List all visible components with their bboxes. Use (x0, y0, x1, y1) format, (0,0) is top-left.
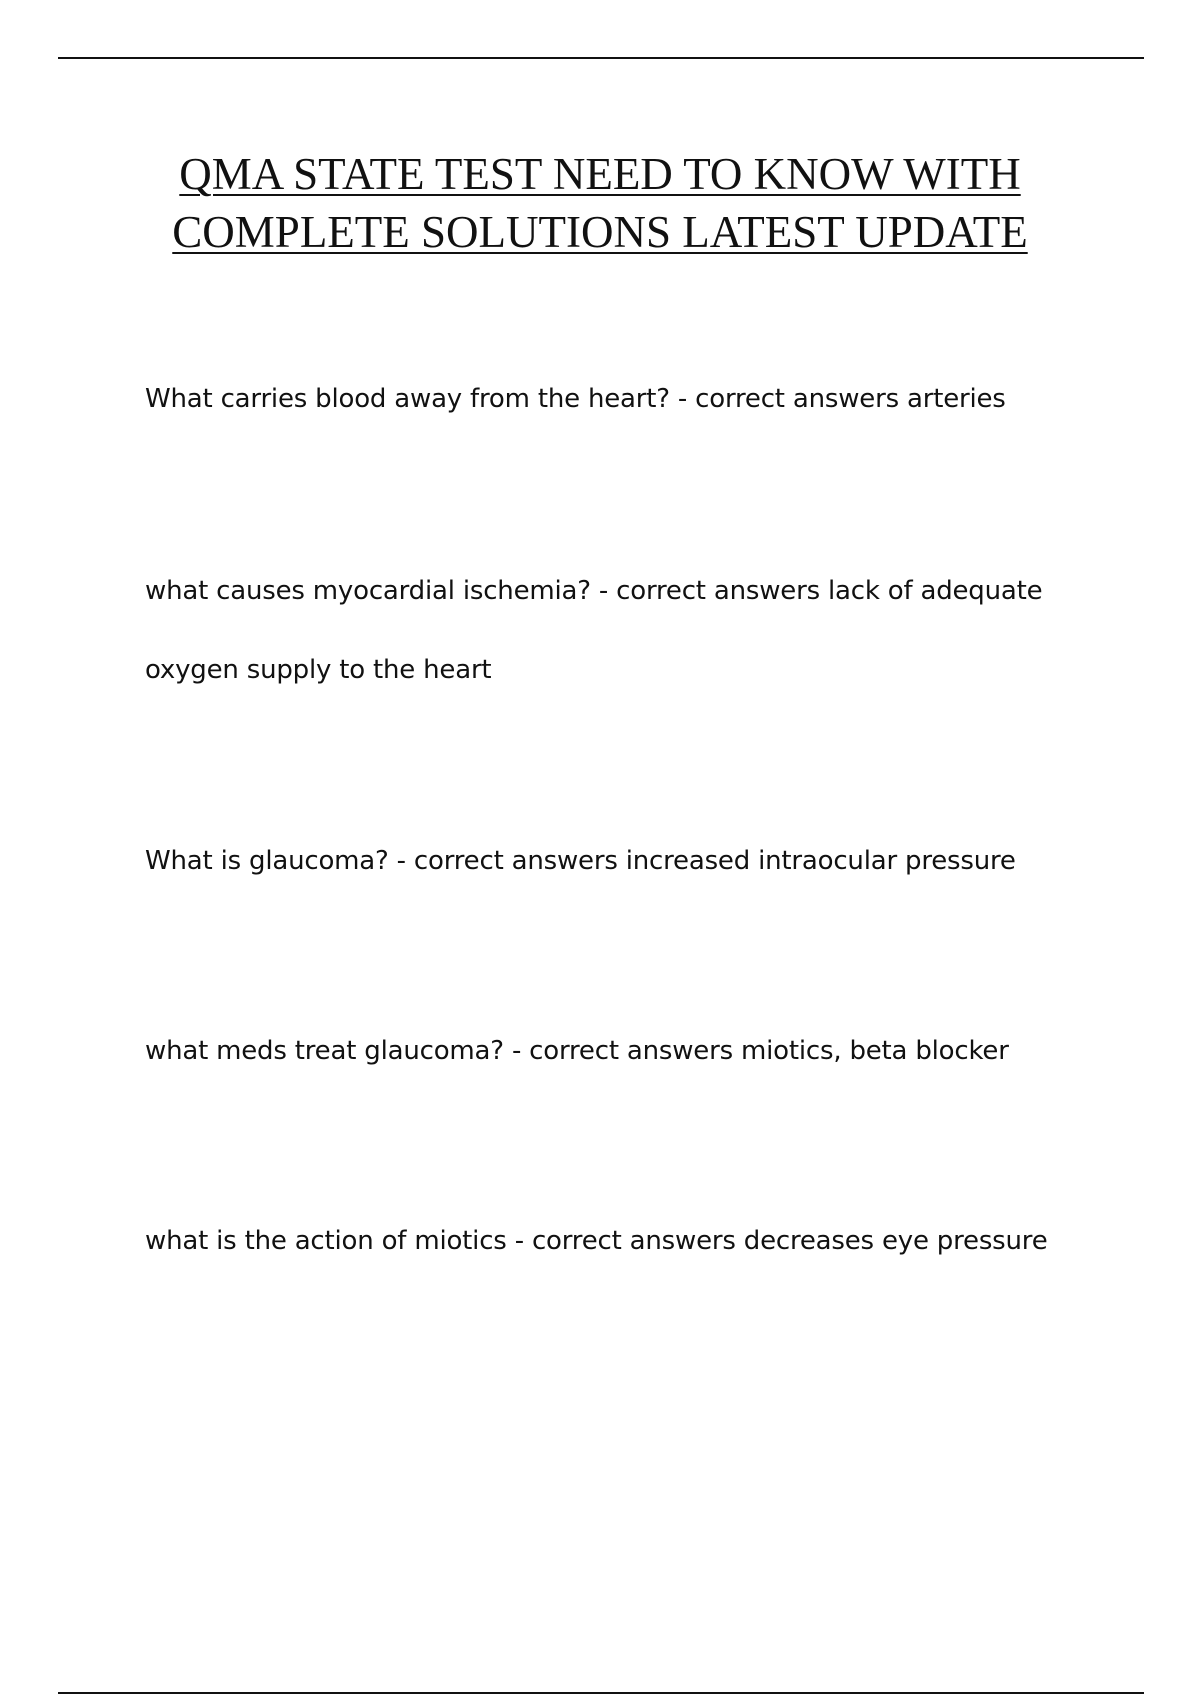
qa-item: what causes myocardial ischemia? - correct answers lack of adequate oxygen supply to the heart (145, 576, 1043, 685)
qa-item: what meds treat glaucoma? - correct answers miotics, beta blocker (145, 1036, 1009, 1066)
qa-item: What is glaucoma? - correct answers increased intraocular pressure (145, 846, 1016, 876)
qa-item: What carries blood away from the heart? - correct answers arteries (145, 384, 1006, 414)
qa-item: what is the action of miotics - correct answers decreases eye pressure (145, 1226, 1048, 1256)
document-title: QMA STATE TEST NEED TO KNOW WITH COMPLETE SOLUTIONS LATEST UPDATE (172, 149, 1028, 257)
top-rule (58, 57, 1144, 59)
bottom-rule (58, 1692, 1144, 1694)
